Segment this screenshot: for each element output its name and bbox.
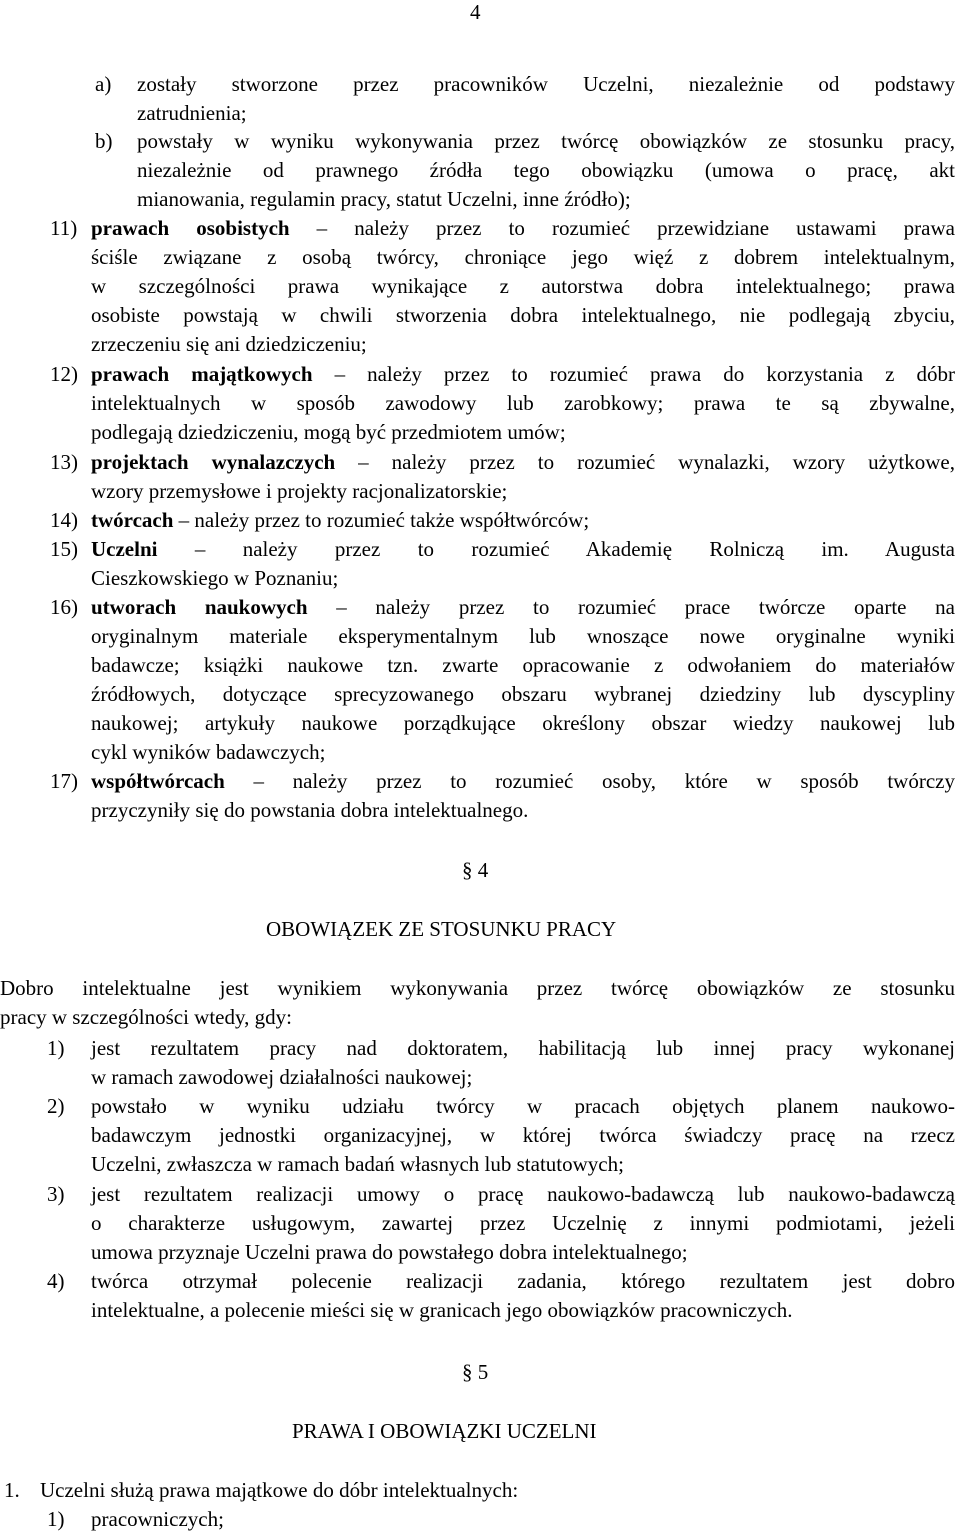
text-line: jest rezultatem realizacji umowy o pracę naukowo-badawczą lub naukowo-badawczą xyxy=(91,1182,955,1206)
text-line: zatrudnienia; xyxy=(137,101,247,125)
section-title: PRAWA I OBOWIĄZKI UCZELNI xyxy=(292,1419,597,1443)
item-number: 16) xyxy=(50,595,78,619)
text-line: naukowej; artykuły naukowe porządkujące określony obszar wiedzy naukowej lub xyxy=(91,711,955,735)
defined-term: prawach majątkowych xyxy=(91,362,313,386)
text-line: Dobro intelektualne jest wynikiem wykonywania przez twórcę obowiązków ze stosunku xyxy=(0,976,955,1000)
text-line: mianowania, regulamin pracy, statut Uczelni, inne źródło); xyxy=(137,187,631,211)
item-number: 15) xyxy=(50,537,78,561)
defined-term: prawach osobistych xyxy=(91,216,290,240)
text-line: osobiste powstają w chwili stworzenia dobra intelektualnego, nie podlegają zbyciu, xyxy=(91,303,955,327)
definition-text: – należy przez to rozumieć prawa do korzystania z dóbr xyxy=(312,362,955,386)
text-line: podlegają dziedziczeniu, mogą być przedmiotem umów; xyxy=(91,420,566,444)
text-line: zrzeczeniu się ani dziedziczeniu; xyxy=(91,332,367,356)
item-number: 1) xyxy=(47,1507,65,1531)
item-number: 1. xyxy=(4,1478,20,1502)
defined-term: utworach naukowych xyxy=(91,595,308,619)
text-line: oryginalnym materiale eksperymentalnym lub wnoszące nowe oryginalne wyniki xyxy=(91,624,955,648)
definition-text: – należy przez to rozumieć prace twórcze oparte na xyxy=(307,595,955,619)
text-line: pracowniczych; xyxy=(91,1507,224,1531)
text-line: Uczelni służą prawa majątkowe do dóbr intelektualnych: xyxy=(40,1478,519,1502)
page-number: 4 xyxy=(470,0,481,24)
text-line: w szczególności prawa wynikające z autorstwa dobra intelektualnego; prawa xyxy=(91,274,955,298)
definition-text: – należy przez to rozumieć wynalazki, wzory użytkowe, xyxy=(335,450,956,474)
defined-term: Uczelni xyxy=(91,537,158,561)
list-label: a) xyxy=(95,72,112,96)
text-line: ściśle związane z osobą twórcy, chroniące jego więź z dobrem intelektualnym, xyxy=(91,245,955,269)
definition-text: – należy przez to rozumieć osoby, które w sposób twórczy xyxy=(224,769,955,793)
item-number: 14) xyxy=(50,508,78,532)
item-number: 13) xyxy=(50,450,78,474)
text-line: powstały w wyniku wykonywania przez twórcę obowiązków ze stosunku pracy, xyxy=(137,129,955,153)
definition-text: – należy przez to rozumieć Akademię Rolniczą im. Augusta xyxy=(157,537,955,561)
text-line: niezależnie od prawnego źródła tego obowiązku (umowa o pracę, akt xyxy=(137,158,955,182)
text-line: umowa przyznaje Uczelni prawa do powstałego dobra intelektualnego; xyxy=(91,1240,688,1264)
section-number: 4 xyxy=(477,858,489,882)
defined-term: projektach wynalazczych xyxy=(91,450,336,474)
definition-text: – należy przez to rozumieć także współtwórców; xyxy=(173,508,590,532)
item-number: 2) xyxy=(47,1094,65,1118)
text-line: cykl wyników badawczych; xyxy=(91,740,326,764)
text-line: badawcze; książki naukowe tzn. zwarte opracowanie z odwołaniem do materiałów xyxy=(91,653,955,677)
text-line: intelektualne, a polecenie mieści się w granicach jego obowiązków pracowniczych. xyxy=(91,1298,793,1322)
text-line: przyczyniły się do powstania dobra intelektualnego. xyxy=(91,798,529,822)
defined-term: współtwórcach xyxy=(91,769,225,793)
text-line: źródłowych, dotyczące sprecyzowanego obszaru wybranej dziedziny lub dyscypliny xyxy=(91,682,955,706)
item-number: 3) xyxy=(47,1182,65,1206)
section-symbol: § xyxy=(462,1360,473,1384)
text-line: badawczym jednostki organizacyjnej, w której twórca świadczy pracę na rzecz xyxy=(91,1123,955,1147)
section-number: 5 xyxy=(477,1360,489,1384)
text-line: twórca otrzymał polecenie realizacji zadania, którego rezultatem jest dobro xyxy=(91,1269,955,1293)
list-label: b) xyxy=(95,129,113,153)
item-number: 1) xyxy=(47,1036,65,1060)
text-line: o charakterze usługowym, zawartej przez Uczelnię z innymi podmiotami, jeżeli xyxy=(91,1211,955,1235)
text-line: intelektualnych w sposób zawodowy lub zarobkowy; prawa te są zbywalne, xyxy=(91,391,955,415)
text-line: w ramach zawodowej działalności naukowej; xyxy=(91,1065,473,1089)
text-line: pracy w szczególności wtedy, gdy: xyxy=(0,1005,292,1029)
defined-term: twórcach xyxy=(91,508,174,532)
item-number: 17) xyxy=(50,769,78,793)
definition-text: – należy przez to rozumieć przewidziane ustawami prawa xyxy=(289,216,955,240)
item-number: 11) xyxy=(50,216,78,240)
text-line: zostały stworzone przez pracowników Uczelni, niezależnie od podstawy xyxy=(137,72,955,96)
section-symbol: § xyxy=(462,858,473,882)
text-line: Uczelni, zwłaszcza w ramach badań własnych lub statutowych; xyxy=(91,1152,624,1176)
section-title: OBOWIĄZEK ZE STOSUNKU PRACY xyxy=(266,917,617,941)
text-line: Cieszkowskiego w Poznaniu; xyxy=(91,566,339,590)
item-number: 12) xyxy=(50,362,78,386)
text-line: powstało w wyniku udziału twórcy w pracach objętych planem naukowo- xyxy=(91,1094,955,1118)
text-line: jest rezultatem pracy nad doktoratem, habilitacją lub innej pracy wykonanej xyxy=(91,1036,955,1060)
section-4-intro xyxy=(0,974,955,1032)
text-line: wzory przemysłowe i projekty racjonalizatorskie; xyxy=(91,479,508,503)
item-number: 4) xyxy=(47,1269,65,1293)
